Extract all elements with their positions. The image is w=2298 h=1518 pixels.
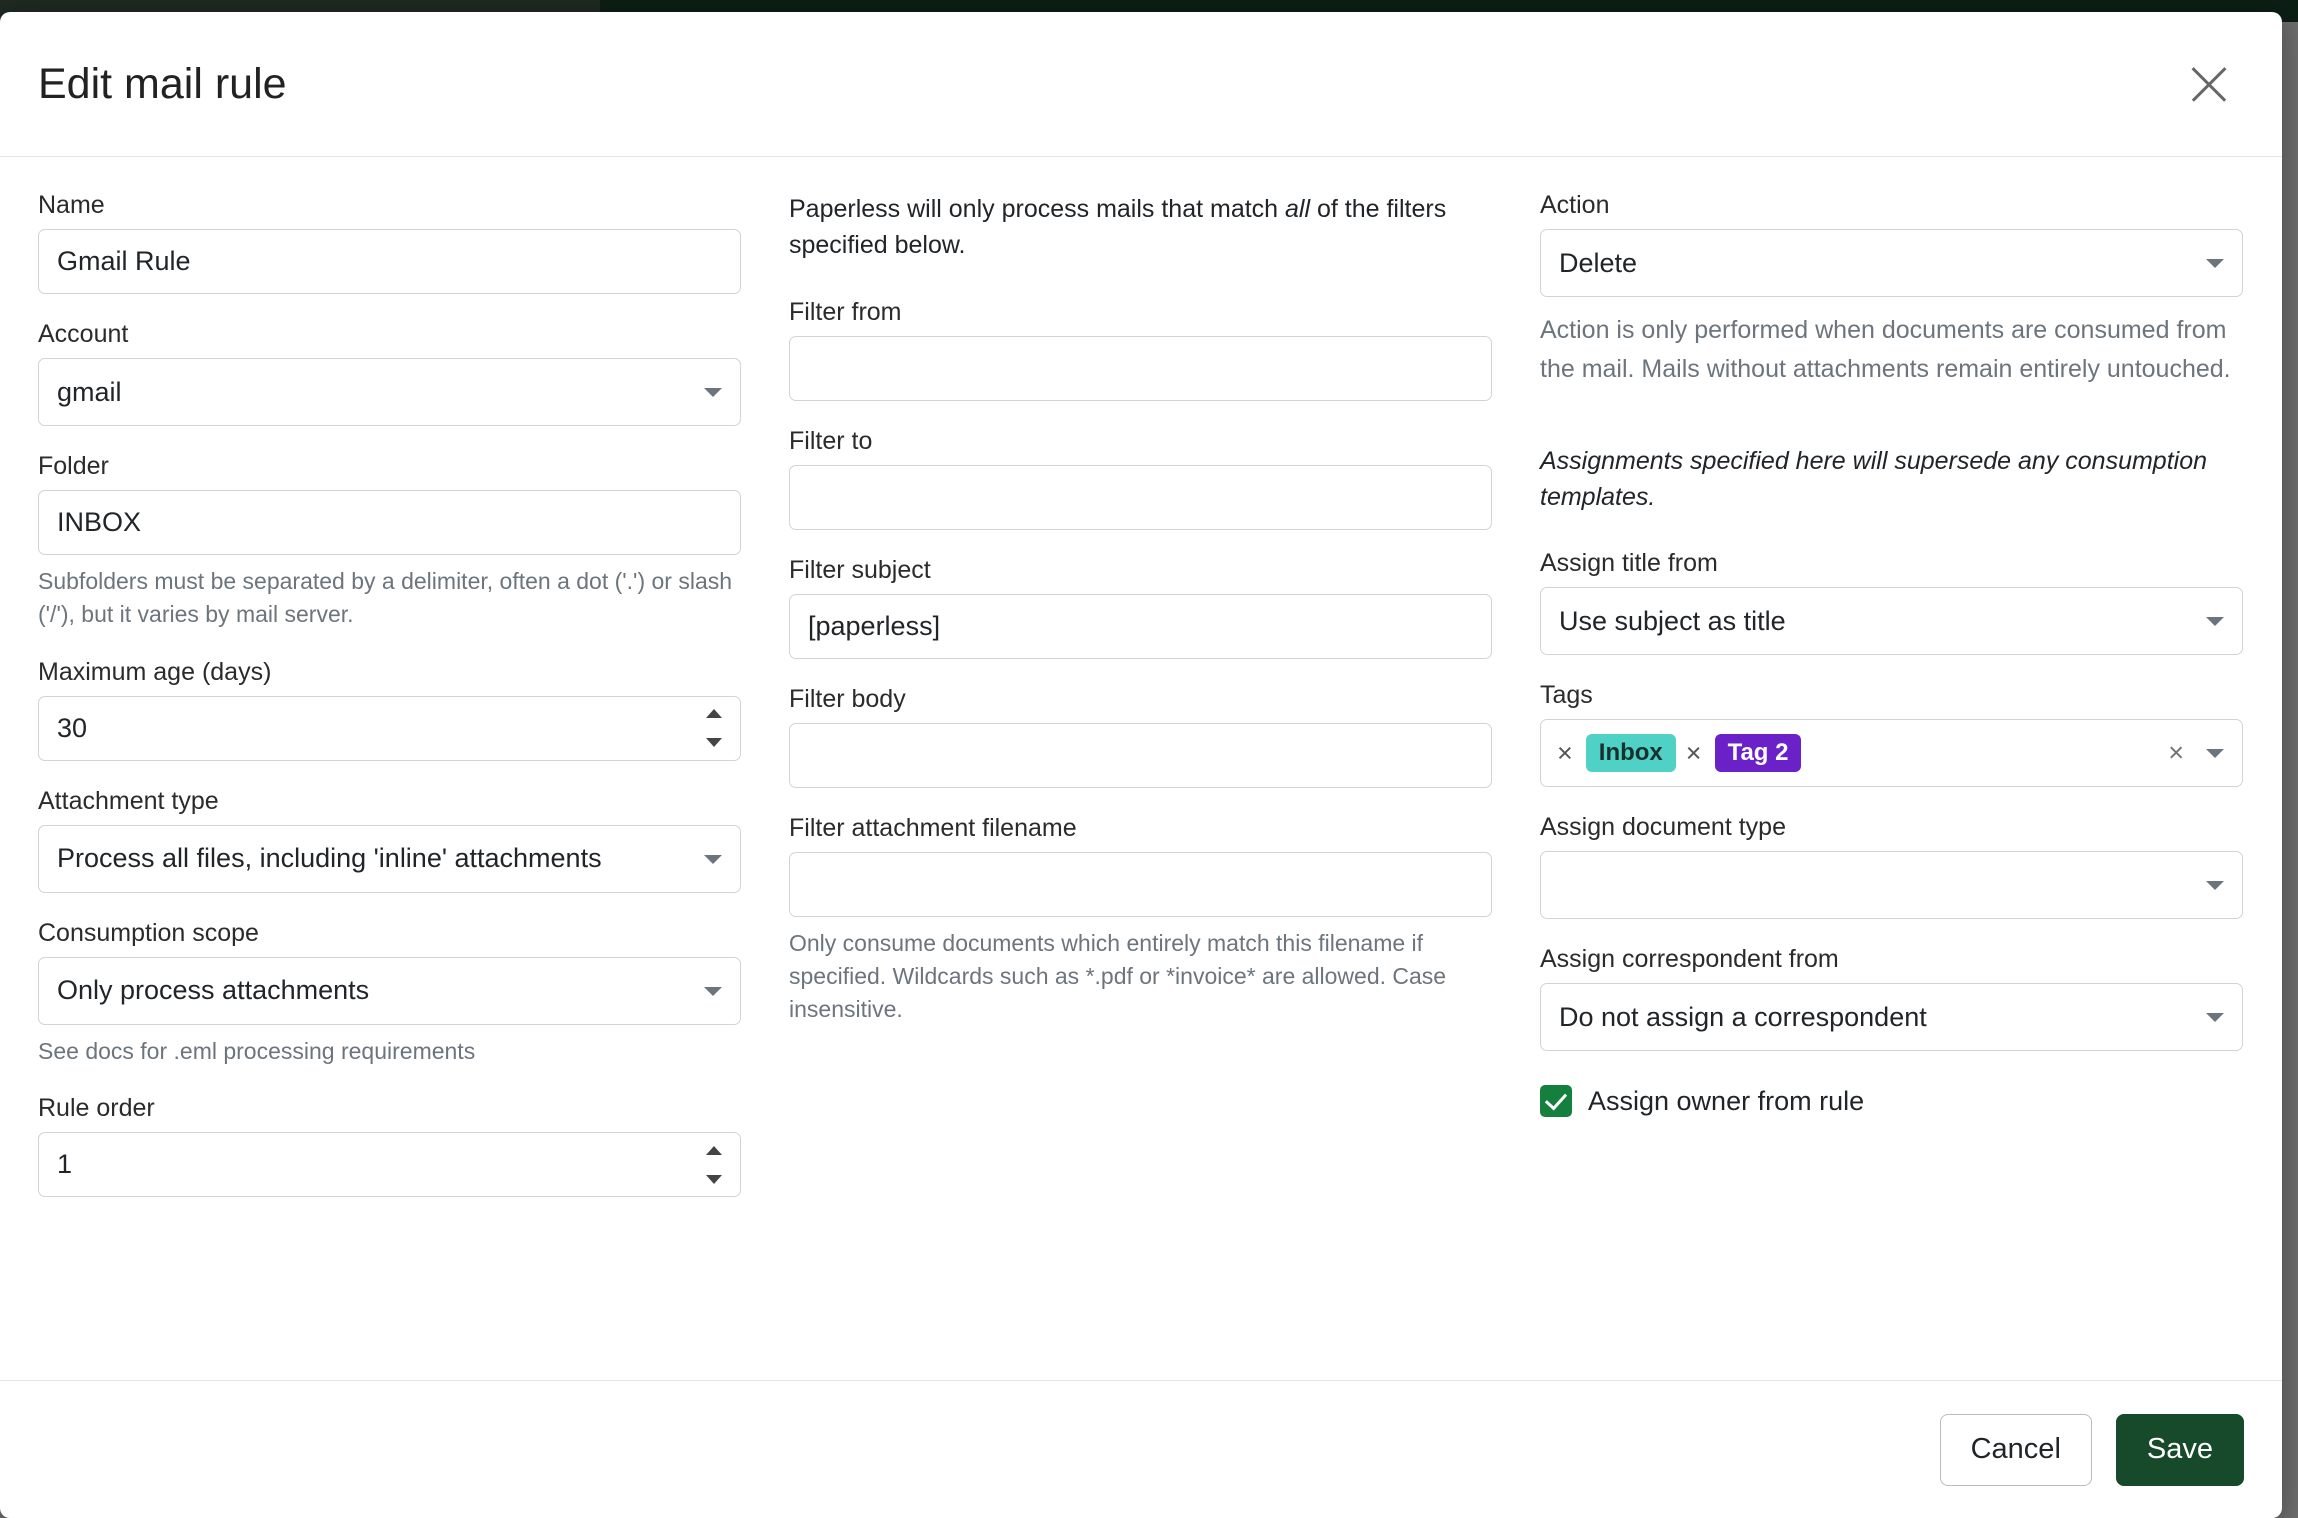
assign-document-type-select[interactable] [1540,851,2243,919]
tags-label: Tags [1540,681,1593,709]
field-filter-subject [789,556,1492,659]
chevron-down-icon [2206,881,2224,890]
field-filter-body [789,685,1492,788]
attachment-type-label: Attachment type [38,786,219,815]
rule-order-stepper[interactable] [703,1146,725,1184]
maximum-age-label: Maximum age (days) [38,657,272,686]
clear-icon[interactable]: × [2168,737,2184,768]
tag-chip-0[interactable] [1553,734,1676,772]
tag-chip-label: Tag 2 [1715,734,1802,772]
action-label: Action [1540,191,1610,219]
cancel-button[interactable]: Cancel [1940,1414,2092,1486]
assign-owner-checkbox[interactable] [1540,1085,1572,1117]
action-select[interactable] [1540,229,2243,297]
tags-select[interactable] [1540,719,2243,787]
maximum-age-input[interactable]: 30 [38,696,741,761]
field-rule-order [38,1094,741,1197]
filter-to-input[interactable] [789,465,1492,530]
chevron-down-icon [704,388,722,397]
filter-from-input[interactable] [789,336,1492,401]
consumption-scope-help-text: See docs for .eml processing requirements [38,1037,476,1064]
field-assign-owner-from-rule [1540,1085,2243,1117]
intro-emphasis: all [1285,195,1311,223]
chevron-down-icon [704,855,722,864]
filter-subject-label: Filter subject [789,555,931,584]
field-assign-title-from [1540,549,2243,655]
filter-attachment-filename-input[interactable] [789,852,1492,917]
remove-tag-icon[interactable]: × [1557,737,1573,768]
field-attachment-type [38,787,741,893]
close-icon[interactable] [2182,57,2236,111]
filter-subject-input[interactable]: [paperless] [789,594,1492,659]
filter-body-label: Filter body [789,684,906,713]
field-filter-attachment-filename [789,814,1492,1027]
column-filters [789,191,1492,1377]
account-select[interactable] [38,358,741,426]
action-value: Delete [1559,247,1638,278]
assign-correspondent-from-select[interactable] [1540,983,2243,1051]
folder-input[interactable]: INBOX [38,490,741,555]
filter-attachment-filename-label: Filter attachment filename [789,813,1077,842]
action-help-text: Action is only performed when documents are consumed from the mail. Mails without attachments remain entirely untouched. [1540,316,2231,383]
chevron-down-icon [2206,617,2224,626]
consumption-scope-value: Only process attachments [57,975,370,1006]
page-title: Edit mail rule [38,59,287,108]
chevron-down-icon [2206,749,2224,758]
tag-chip-label: Inbox [1586,734,1676,772]
intro-pre: Paperless will only process mails that match [789,195,1286,223]
assignments-note: Assignments specified here will supersede any consumption templates. [1540,446,2208,511]
field-maximum-age [38,658,741,761]
folder-label: Folder [38,452,109,480]
field-assign-document-type [1540,813,2243,919]
assign-correspondent-from-label: Assign correspondent from [1540,945,1839,973]
field-consumption-scope [38,919,741,1068]
column-actions [1540,191,2243,1377]
dialog-body [0,157,2282,1377]
field-action [1540,191,2243,389]
assign-title-from-select[interactable] [1540,587,2243,655]
edit-mail-rule-dialog [0,12,2282,1518]
rule-order-input[interactable]: 1 [38,1132,741,1197]
filters-intro-text [789,191,1492,264]
maximum-age-stepper[interactable] [703,709,725,747]
filter-attachment-help-text: Only consume documents which entirely match this filename if specified. Wildcards such as *.pdf or *invoice* are allowed. Case insensitive. [789,929,1447,1023]
account-label: Account [38,320,129,348]
assign-document-type-label: Assign document type [1540,813,1786,841]
folder-help-text: Subfolders must be separated by a delimiter, often a dot ('.') or slash ('/'), but it varies by mail server. [38,568,733,628]
field-account [38,320,741,426]
chevron-down-icon [2206,259,2224,268]
field-folder [38,452,741,632]
attachment-type-value: Process all files, including 'inline' attachments [57,843,602,874]
save-button[interactable]: Save [2116,1414,2244,1486]
column-general [38,191,741,1377]
assign-owner-label: Assign owner from rule [1588,1085,1865,1116]
field-tags [1540,681,2243,787]
field-assign-correspondent-from [1540,945,2243,1051]
assign-title-from-label: Assign title from [1540,549,1718,577]
field-filter-from [789,298,1492,401]
filter-body-input[interactable] [789,723,1492,788]
dialog-header [0,12,2282,157]
consumption-scope-label: Consumption scope [38,918,259,947]
name-input[interactable]: Gmail Rule [38,229,741,294]
rule-order-label: Rule order [38,1094,155,1123]
filter-from-label: Filter from [789,297,902,326]
filter-to-label: Filter to [789,426,873,455]
account-value: gmail [57,376,122,407]
tag-chip-1[interactable] [1682,734,1802,772]
chevron-down-icon [2206,1013,2224,1022]
attachment-type-select[interactable] [38,825,741,893]
assign-title-from-value: Use subject as title [1559,605,1786,636]
chevron-down-icon [704,987,722,996]
name-label: Name [38,191,105,219]
remove-tag-icon[interactable]: × [1685,737,1702,768]
assign-correspondent-from-value: Do not assign a correspondent [1559,1001,1927,1032]
field-name [38,191,741,294]
intro-post: of the filters specified below. [789,195,1447,260]
field-filter-to [789,427,1492,530]
dialog-footer [0,1380,2282,1518]
consumption-scope-select[interactable] [38,957,741,1025]
